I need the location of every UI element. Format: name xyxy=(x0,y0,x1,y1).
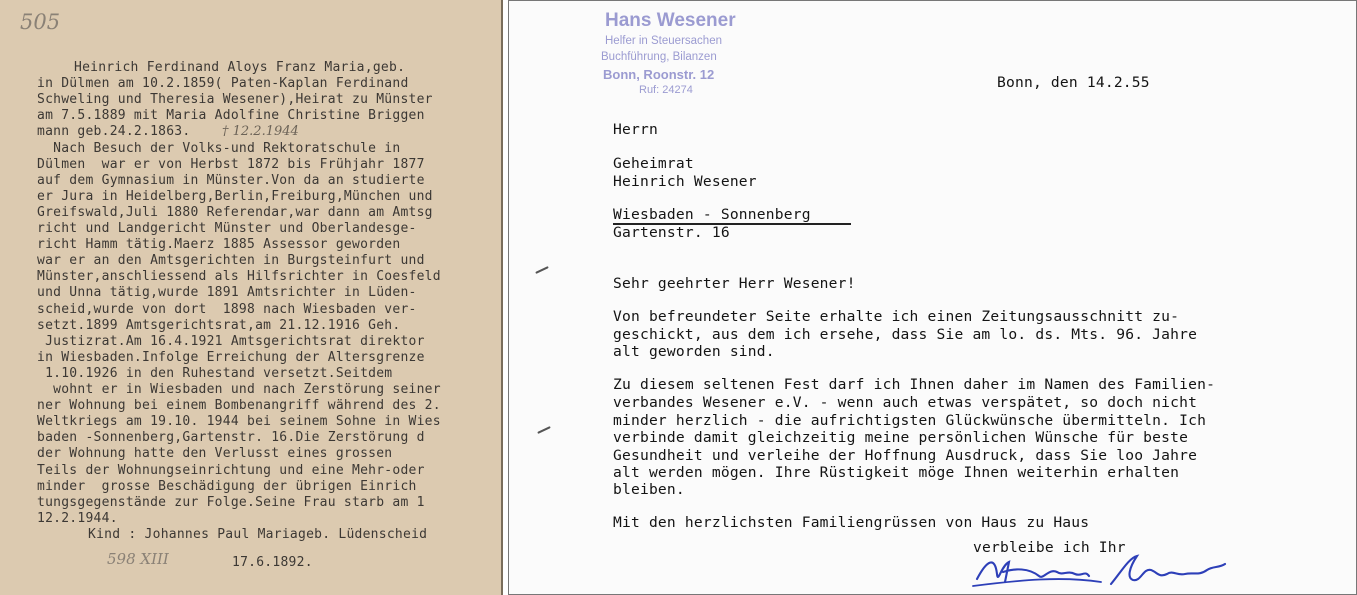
closing-line: Mit den herzlichsten Familiengrüssen von Haus zu Haus xyxy=(613,514,1090,531)
bio-line: Dülmen war er von Herbst 1872 bis Frühjahr 1877 xyxy=(37,156,425,172)
address-city: Wiesbaden - Sonnenberg xyxy=(613,206,811,223)
bio-line: Nach Besuch der Volks-und Rektoratschule in xyxy=(37,140,401,156)
punch-mark xyxy=(535,266,549,274)
bio-line: in Dülmen am 10.2.1859( Paten-Kaplan Ferdinand xyxy=(37,76,409,92)
birth-date: 17.6.1892. xyxy=(232,555,313,570)
bio-line: in Wiesbaden.Infolge Erreichung der Altersgrenze xyxy=(37,349,425,365)
address-street: Gartenstr. 16 xyxy=(613,224,730,241)
bio-line: Justizrat.Am 16.4.1921 Amtsgerichtsrat direktor xyxy=(37,333,425,349)
bio-line: richt Hamm tätig.Maerz 1885 Assessor geworden xyxy=(37,237,401,253)
paragraph-line: verbinde damit gleichzeitig meine persönlichen Wünsche für beste xyxy=(613,429,1189,446)
bio-line: mann geb.24.2.1863. xyxy=(37,124,191,140)
bio-line: 12.2.1944. xyxy=(37,510,118,526)
bio-line: tungsgegenstände zur Folge.Seine Frau starb am 1 xyxy=(37,494,425,510)
bio-line: Teils der Wohnungseinrichtung und eine Mehr-oder xyxy=(37,462,425,478)
bio-line: Münster,anschliessend als Hilfsrichter in Coesfeld xyxy=(37,269,441,285)
bio-line: setzt.1899 Amtsgerichtsrat,am 21.12.1916 Geh. xyxy=(37,317,401,333)
bio-line: war er an den Amtsgerichten in Burgsteinfurt und xyxy=(37,253,425,269)
place-date: Bonn, den 14.2.55 xyxy=(997,74,1150,91)
bio-line: und Unna tätig,wurde 1891 Amtsrichter in Lüden- xyxy=(37,285,417,301)
stamp-line: Bonn, Roonstr. 12 xyxy=(603,67,715,82)
handwritten-signature xyxy=(971,546,1231,594)
bio-line: er Jura in Heidelberg,Berlin,Freiburg,München und xyxy=(37,188,433,204)
bio-line: scheid,wurde von dort 1898 nach Wiesbaden ver- xyxy=(37,301,417,317)
bio-line: Weltkriegs am 19.10. 1944 bei seinem Sohne in Wies xyxy=(37,414,441,430)
bio-line: 1.10.1926 in den Ruhestand versetzt.Seitdem xyxy=(37,365,393,381)
address-title: Geheimrat xyxy=(613,155,694,172)
bio-line: baden -Sonnenberg,Gartenstr. 16.Die Zerstörung d xyxy=(37,430,425,446)
bio-line: Heinrich Ferdinand Aloys Franz Maria,geb. xyxy=(74,60,406,75)
paragraph-line: Von befreundeter Seite erhalte ich einen Zeitungsausschnitt zu- xyxy=(613,308,1180,325)
bio-line: richt und Landgericht Münster und Oberlandesge- xyxy=(37,221,417,236)
child-line: Kind : Johannes Paul Mariageb. Lüdenscheid xyxy=(88,527,428,542)
greeting: Sehr geehrter Herr Wesener! xyxy=(613,275,856,292)
stamp-name: Hans Wesener xyxy=(605,10,736,31)
bio-line: Greifswald,Juli 1880 Referendar,war dann am Amtsg xyxy=(37,204,433,220)
letter xyxy=(508,0,1357,595)
paragraph-line: verbandes Wesener e.V. - wenn auch etwas verspätet, so doch nicht xyxy=(613,394,1198,411)
paragraph-line: Zu diesem seltenen Fest darf ich Ihnen daher im Namen des Familien- xyxy=(613,376,1216,393)
bio-line: minder grosse Beschädigung der übrigen Einrich xyxy=(37,478,417,494)
bio-line: auf dem Gymnasium in Münster.Von da an studierte xyxy=(37,172,425,188)
bio-line: ner Wohnung bei einem Bombenangriff während des 2. xyxy=(37,398,441,414)
paragraph-line: Gesundheit und verleihe der Hoffnung Ausdruck, dass Sie loo Jahre xyxy=(613,447,1198,464)
archive-number: 505 xyxy=(20,10,61,34)
paragraph-line: minder herzlich - die aufrichtigsten Glückwünsche übermitteln. Ich xyxy=(613,412,1207,429)
stamp-line: Buchführung, Bilanzen xyxy=(601,51,717,63)
stamp-line: Ruf: 24274 xyxy=(639,84,693,96)
bio-line: am 7.5.1889 mit Maria Adolfine Christine Briggen xyxy=(37,108,425,124)
bio-line: der Wohnung hatte den Verlusst eines grossen xyxy=(37,446,393,462)
paragraph-line: alt werden mögen. Ihre Rüstigkeit möge Ihnen weiterhin erhalten xyxy=(613,464,1180,481)
paragraph-line: alt geworden sind. xyxy=(613,343,775,360)
paragraph-line: bleiben. xyxy=(613,481,685,498)
death-annotation: † 12.2.1944 xyxy=(222,124,299,139)
bio-line: wohnt er in Wiesbaden und nach Zerstörung seiner xyxy=(37,382,441,397)
stamp-line: Helfer in Steuersachen xyxy=(605,35,722,47)
bio-line: Schweling und Theresia Wesener),Heirat zu Münster xyxy=(37,92,433,108)
address-salutation: Herrn xyxy=(613,121,658,138)
genealogy-card xyxy=(0,0,503,595)
paragraph-line: geschickt, aus dem ich ersehe, dass Sie am lo. ds. Mts. 96. Jahre xyxy=(613,326,1198,343)
punch-mark xyxy=(537,426,551,434)
shelf-mark: 598 XIII xyxy=(107,550,169,568)
sign-off: verbleibe ich Ihr xyxy=(973,539,1126,556)
address-name: Heinrich Wesener xyxy=(613,173,757,190)
